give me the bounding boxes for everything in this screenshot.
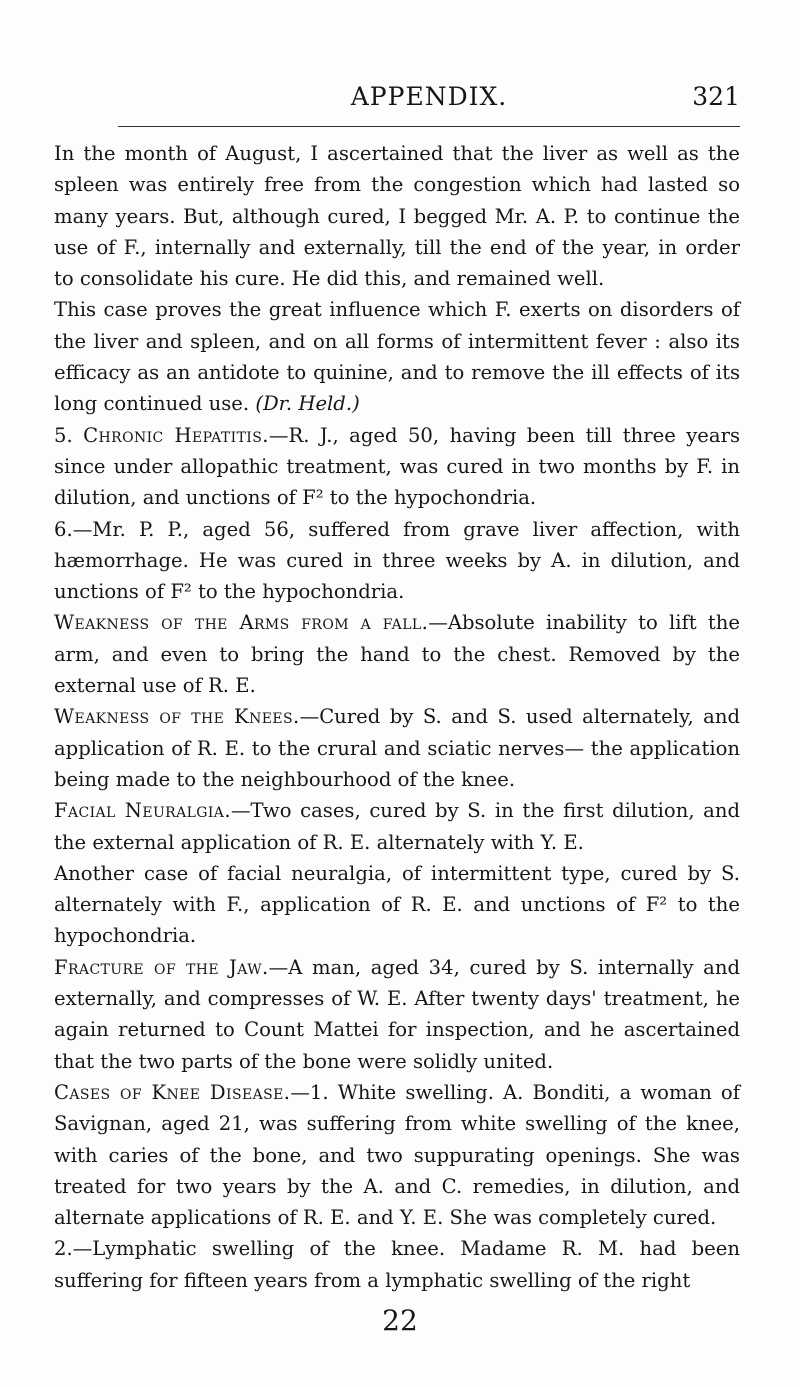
paragraph-case-6: 6.—Mr. P. P., aged 56, suffered from grave liver affection, with hæmorrhage. He was cured in three weeks by A. in dilution, and unctions of F² to the hypochondria.	[54, 517, 740, 604]
case-number: 5.	[54, 423, 73, 447]
body-text	[54, 138, 740, 1296]
signature-mark: 22	[382, 1304, 418, 1337]
citation: (Dr. Held.)	[255, 392, 360, 416]
paragraph-lymphatic-swelling: 2.—Lymphatic swelling of the knee. Madame R. M. had been suffering for fifteen years from a lymphatic swelling of the right	[54, 1237, 740, 1292]
paragraph-weakness-knees	[54, 701, 740, 795]
paragraph-case-proves	[54, 294, 740, 419]
paragraph-knee-disease	[54, 1077, 740, 1233]
paragraph-text: —Cured by S. and S. used alternately, and application of R. E. to the crural and sciatic nerves— the application being made to the neighbourhood of the knee.	[54, 705, 740, 791]
paragraph-chronic-hepatitis	[54, 420, 740, 514]
paragraph-text: —R. J., aged 50, having been till three years since under allopathic treatment, was cured in two months by F. in dilution, and unctions of F² to the hypochondria.	[54, 423, 741, 510]
header-rule	[118, 126, 740, 127]
page-number: 321	[692, 82, 740, 111]
heading-knee-disease: Cases of Knee Disease.	[54, 1080, 291, 1104]
heading-weakness-knees: Weakness of the Knees.	[54, 705, 300, 729]
paragraph-weakness-arms	[54, 607, 740, 701]
paragraph-text: This case proves the great influence which F. exerts on disorders of the liver and spleen, and on all forms of intermittent fever : also its efficacy as an antidote to quinine, and to remove the ill effects of its long continued use.	[54, 298, 740, 416]
paragraph-another-case: Another case of facial neuralgia, of intermittent type, cured by S. alternately with F., application of R. E. and unctions of F² to the hypochondria.	[54, 861, 740, 948]
heading-chronic-hepatitis: Chronic Hepatitis.	[83, 423, 269, 447]
paragraph-august: In the month of August, I ascertained that the liver as well as the spleen was entirely free from the congestion which had lasted so many years. But, although cured, I begged Mr. A. P. to continue the use of F., internally and externally, till the end of the year, in order to consolidate his cure. He did this, and remained well.	[54, 142, 740, 291]
running-title: APPENDIX.	[350, 82, 508, 111]
paragraph-fracture-jaw	[54, 952, 740, 1077]
heading-weakness-arms: Weakness of the Arms from a fall.	[54, 611, 429, 635]
heading-facial-neuralgia: Facial Neuralgia.	[54, 799, 231, 823]
paragraph-text: —A man, aged 34, cured by S. internally and externally, and compresses of W. E. After twenty days' treatment, he again returned to Count Mattei for inspection, and he ascertained that the two parts of the bone were solidly united.	[54, 955, 740, 1073]
heading-fracture-jaw: Fracture of the Jaw.	[54, 955, 269, 979]
paragraph-text: —1. White swelling. A. Bonditi, a woman of Savignan, aged 21, was suffering from white swelling of the knee, with caries of the bone, and two suppurating openings. She was treated for two years by the A. and C. remedies, in dilution, and alternate applications of R. E. and Y. E. She was completely cured.	[54, 1080, 740, 1230]
paragraph-facial-neuralgia	[54, 795, 740, 858]
paragraph-text: —Two cases, cured by S. in the first dilution, and the external application of R. E. alternately with Y. E.	[54, 799, 741, 854]
page-header	[118, 82, 740, 116]
paragraph-text: —Absolute inability to lift the arm, and even to bring the hand to the chest. Removed by the external use of R. E.	[54, 611, 740, 698]
